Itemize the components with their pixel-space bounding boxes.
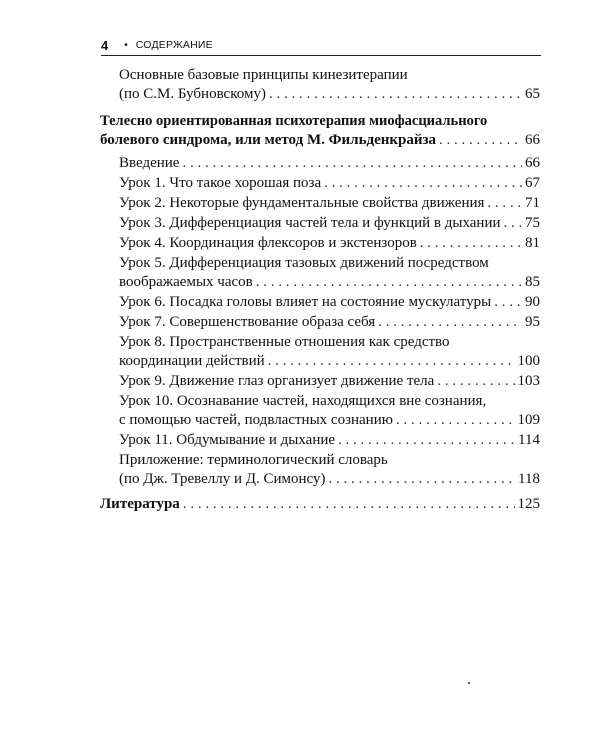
bullet-icon: •: [124, 39, 128, 51]
toc-page-number: 85: [525, 274, 540, 290]
toc-entry-line: (по С.М. Бубновскому): [119, 86, 266, 102]
toc-entry-kinesitherapy: [100, 66, 540, 104]
page-number: 4: [101, 37, 109, 53]
toc-entry-lesson-9: [100, 372, 540, 391]
toc-entry-feldenkrais-section: [100, 112, 540, 150]
toc-entry-lesson-1: [100, 174, 540, 193]
toc-entry-line: Урок 5. Дифференциация тазовых движений посредством: [119, 255, 489, 271]
toc-entry-introduction: [100, 154, 540, 173]
dot-leader: [182, 154, 522, 173]
toc-page-number: 66: [525, 155, 540, 171]
toc-entry-line: координации действий: [119, 353, 265, 369]
toc-entry-lesson-5: [100, 254, 540, 292]
dot-leader: [378, 313, 522, 332]
toc-page-number: 125: [517, 496, 540, 512]
table-of-contents: [100, 66, 540, 518]
toc-page-number: 71: [525, 195, 540, 211]
toc-entry-lesson-11: [100, 431, 540, 450]
toc-page-number: 90: [525, 294, 540, 310]
toc-entry-line: Приложение: терминологический словарь: [119, 452, 388, 468]
dot-leader: [324, 174, 522, 193]
dot-leader: [504, 214, 522, 233]
toc-entry-lesson-8: [100, 333, 540, 371]
dot-leader: [183, 495, 515, 514]
toc-entry-line: болевого синдрома, или метод М. Фильденкрайза: [100, 132, 437, 148]
toc-page-number: 114: [518, 432, 540, 448]
dot-leader: [437, 372, 514, 391]
toc-entry-lesson-6: [100, 293, 540, 312]
dot-leader: [269, 85, 522, 104]
toc-entry-lesson-10: [100, 392, 540, 430]
toc-entry-literature: [100, 495, 540, 514]
toc-page-number: 103: [517, 373, 540, 389]
toc-entry-line: Урок 10. Осознавание частей, находящихся вне сознания,: [119, 393, 487, 409]
toc-page-number: 75: [525, 215, 540, 231]
toc-page-number: 67: [525, 175, 540, 191]
toc-entry-line: Урок 7. Совершенствование образа себя: [119, 314, 376, 330]
toc-entry-lesson-7: [100, 313, 540, 332]
toc-page-number: 95: [525, 314, 540, 330]
dot-leader: [256, 273, 522, 292]
toc-page-number: 66: [525, 132, 540, 148]
toc-entry-appendix: [100, 451, 540, 489]
dot-leader: [338, 431, 515, 450]
toc-entry-line: Телесно ориентированная психотерапия миофасциального: [100, 113, 488, 129]
dot-leader: [329, 470, 516, 489]
dot-leader: [420, 234, 522, 253]
toc-entry-line: Урок 2. Некоторые фундаментальные свойства движения: [119, 195, 485, 211]
toc-entry-line: Основные базовые принципы кинезитерапии: [119, 67, 408, 83]
toc-entry-line: Урок 9. Движение глаз организует движение тела: [119, 373, 435, 389]
toc-entry-lesson-2: [100, 194, 540, 213]
toc-entry-line: с помощью частей, подвластных сознанию: [119, 412, 393, 428]
toc-page-number: 65: [525, 86, 540, 102]
header-title: СОДЕРЖАНИЕ: [135, 39, 213, 51]
toc-entry-line: Урок 1. Что такое хорошая поза: [119, 175, 322, 191]
toc-entry-line: воображаемых часов: [119, 274, 253, 290]
dot-leader: [396, 411, 515, 430]
toc-page-number: 109: [517, 412, 540, 428]
toc-entry-line: (по Дж. Тревеллу и Д. Симонсу): [119, 471, 326, 487]
toc-page-number: 81: [525, 235, 540, 251]
dot-leader: [439, 131, 522, 150]
toc-entry-line: Урок 8. Пространственные отношения как средство: [119, 334, 450, 350]
dot-leader: [487, 194, 522, 213]
toc-entry-line: Урок 4. Координация флексоров и экстензоров: [119, 235, 417, 251]
toc-entry-lesson-4: [100, 234, 540, 253]
toc-page-number: 100: [517, 353, 540, 369]
toc-page-number: 118: [518, 471, 540, 487]
toc-entry-line: Литература: [100, 496, 180, 512]
dot-leader: [268, 352, 515, 371]
header-rule: [101, 55, 541, 56]
dot-leader: [494, 293, 522, 312]
print-speck: [468, 682, 470, 684]
toc-entry-line: Урок 3. Дифференциация частей тела и функций в дыхании: [119, 215, 501, 231]
toc-entry-line: Введение: [119, 155, 180, 171]
toc-entry-line: Урок 6. Посадка головы влияет на состояние мускулатуры: [119, 294, 492, 310]
running-header: [101, 37, 541, 53]
toc-entry-line: Урок 11. Обдумывание и дыхание: [119, 432, 336, 448]
toc-entry-lesson-3: [100, 214, 540, 233]
